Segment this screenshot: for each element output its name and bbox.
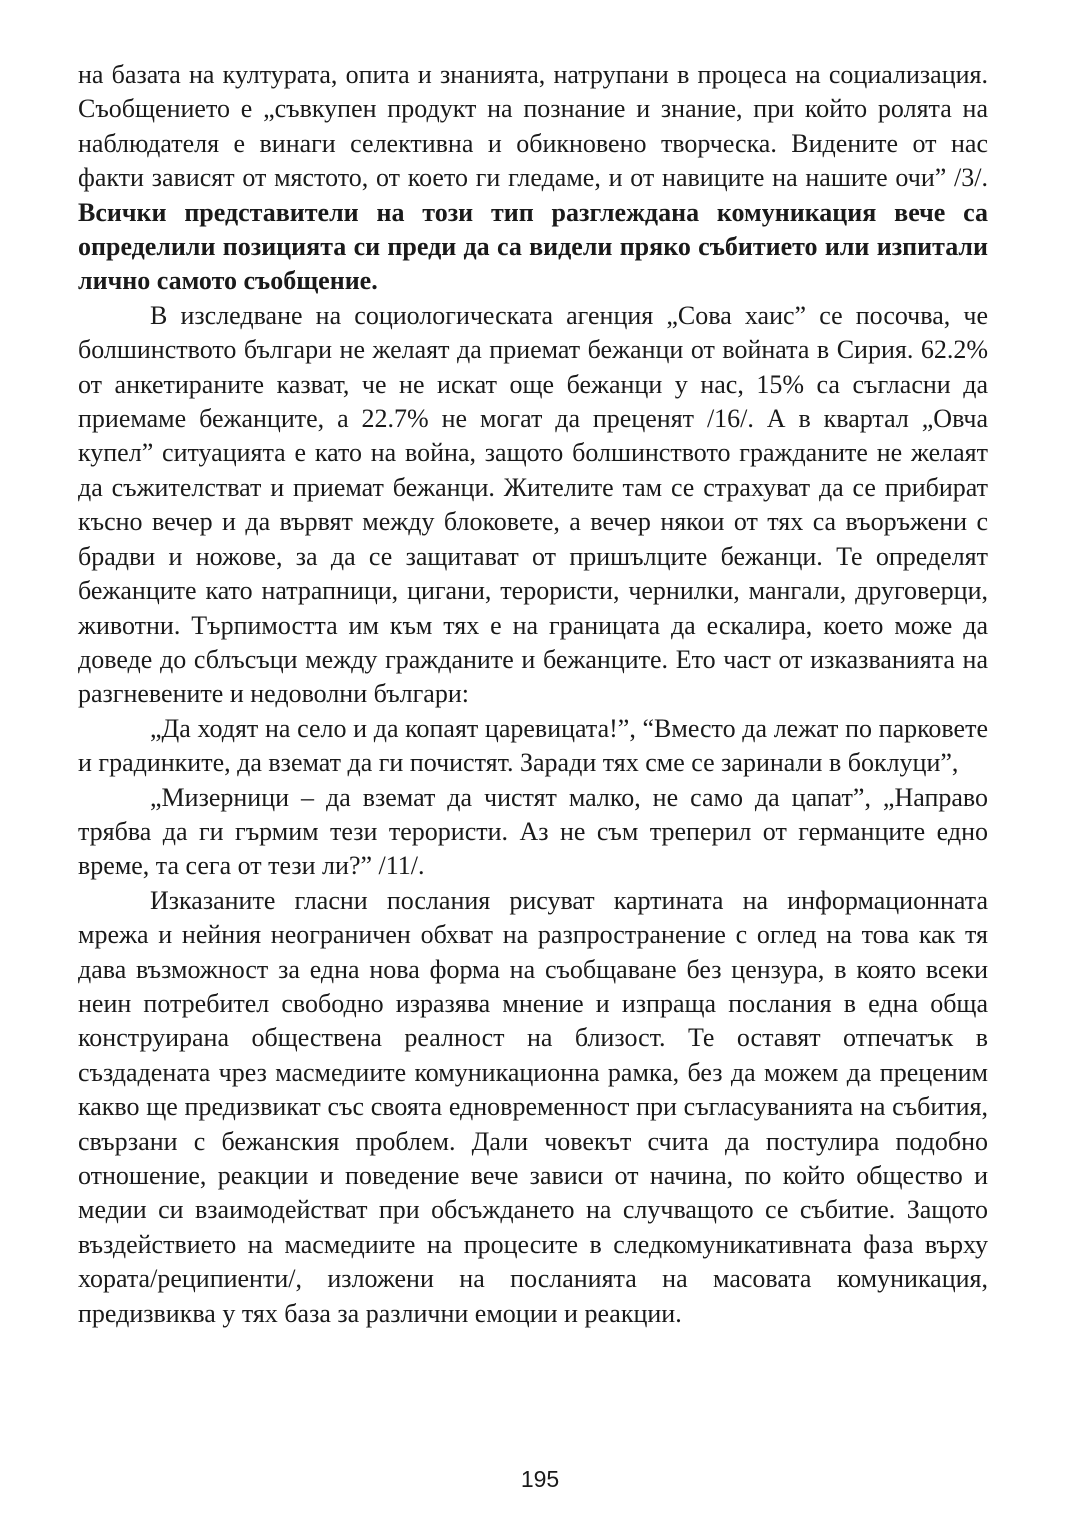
bold-emphasis-text: Всички представители на този тип разглеждана комуникация вече са определили позицията си преди да са видели пряко събитието или изпитали лично самото съобщение. — [78, 197, 988, 296]
paragraph-text: на базата на културата, опита и знанията, натрупани в процеса на социализация. Съобщението е „съвкупен продукт на познание и знание, при който ролята на наблюдателя е винаги селективна и обикновено творческа. Видените от нас факти зависят от мястото, от което ги гледаме, и от навиците на нашите очи” /3/. — [78, 60, 988, 193]
paragraph-analysis: Изказаните гласни послания рисуват картината на информационната мрежа и нейния неограничен обхват на разпространение с оглед на това как тя дава възможност за една нова форма на съобщаване без цензура, в която всеки неин потребител свободно изразява мнение и изпраща послания в една обща конструирана обществена реалност на близост. Те оставят отпечатък в създадената чрез масмедиите комуникационна рамка, без да можем да преценим какво ще предизвикат със своята едновременност при съгласуванията на събития, свързани с бежанския проблем. Дали човекът счита да постулира подобно отношение, реакции и поведение вече зависи от начина, по който общество и медии си взаимодействат при обсъждането на случващото се събитие. Защото въздействието на масмедиите на процесите в следкомуникативната фаза върху хората/реципиенти/, изложени на посланията на масовата комуникация, предизвиква у тях база за различни емоции и реакции. — [78, 885, 988, 1328]
page-body — [78, 58, 988, 1331]
page-number: 195 — [520, 1466, 560, 1492]
paragraph-quote-1: „Да ходят на село и да копаят царевицата!”, “Вместо да лежат по парковете и градинките, да вземат да ги почистят. Заради тях сме се заринали в боклуци”, — [78, 713, 988, 778]
paragraph-survey: В изследване на социологическата агенция „Сова хаис” се посочва, че болшинството българи не желаят да приемат бежанци от войната в Сирия. 62.2% от анкетираните казват, че не искат още бежанци у нас, 15% са съгласни да приемаме бежанците, а 22.7% не могат да преценят /16/. А в квартал „Овча купел” ситуацията е като на война, защото болшинството гражданите не желаят да съжителстват и приемат бежанци. Жителите там се страхуват да се прибират късно вечер и да вървят между блоковете, а вечер някои от тях са въоръжени с брадви и ножове, за да се защитават от пришълците бежанци. Те определят бежанците като натрапници, цигани, терористи, чернилки, мангали, друговерци, животни. Търпимостта им към тях е на границата да ескалира, което може да доведе до сблъсъци между гражданите и бежанците. Ето част от изказванията на разгневените и недоволни българи: — [78, 300, 988, 709]
paragraph-quote-2: „Мизерници – да вземат да чистят малко, не само да цапат”, „Направо трябва да ги гърмим тези терористи. Аз не съм треперил от германците едно време, та сега от тези ли?” /11/. — [78, 782, 988, 881]
paragraph-continuation — [78, 58, 988, 299]
